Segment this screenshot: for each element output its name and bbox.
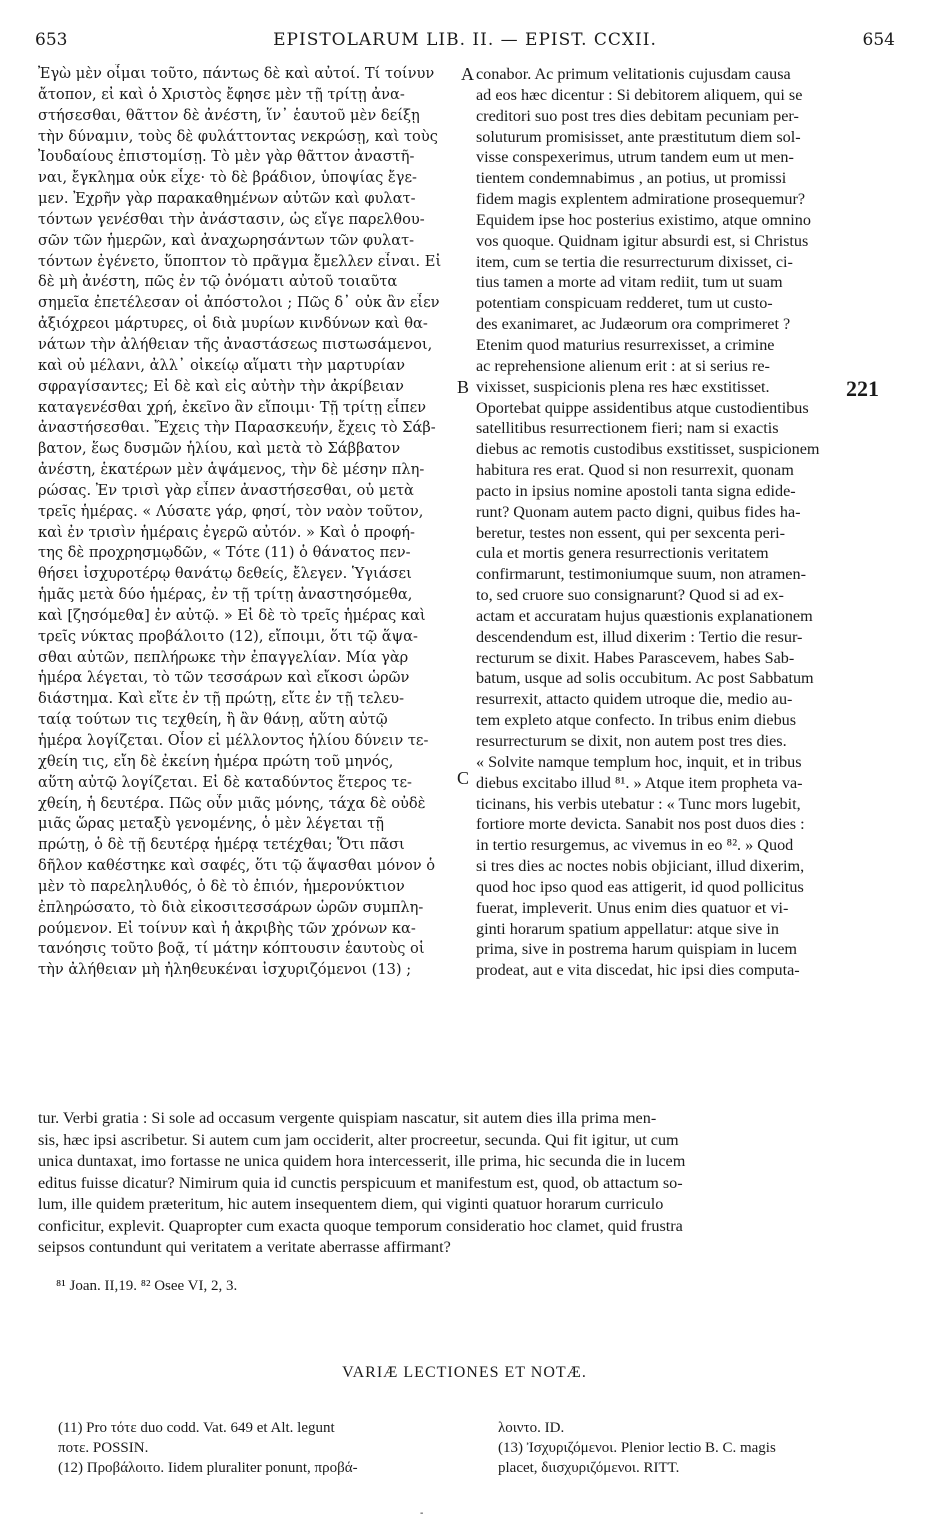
- greek-line: τὴν ἀλήθειαν μὴ ἠληθευκέναι ἰσχυριζόμενοι (13) ;: [38, 961, 412, 979]
- latin-line: vixisset, suspicionis plena res hæc exstitisset.: [476, 377, 770, 396]
- greek-line: ἐπληρώσατο, τὸ διὰ εἰκοσιτεσσάρων ὡρῶν συμπλη-: [38, 898, 424, 916]
- latin-line: vos quoque. Quidnam igitur absurdi est, si Christus: [476, 231, 809, 250]
- greek-line: τόντων γενέσθαι τὴν ἀνάστασιν, ὡς εἴγε παρελθου-: [38, 210, 425, 228]
- greek-line: καὶ ἐν τρισὶν ἡμέραις ἐγερῶ αὐτόν. » Καὶ ὁ προφή-: [38, 523, 415, 541]
- latin-line: prodeat, aut e vita discedat, hic ipsi dies computa-: [476, 961, 800, 980]
- latin-line: descendendum est, illud dixerim : Tertio die resur-: [476, 627, 803, 646]
- greek-line: μὲν τὸ παρεληλυθός, ὁ δὲ τὸ ἐπιόν, ἡμερονύκτιον: [38, 877, 405, 895]
- latin-line: tientem condemnabimus , an potius, ut promissi: [476, 169, 787, 188]
- text-line: conficitur, explevit. Quapropter cum exacta quoque temporum consideratio hoc clamet, quid frustra: [38, 1216, 683, 1235]
- latin-line: resurrexit, attacto quidem utroque die, medio au-: [476, 690, 793, 709]
- latin-line: visse conspexerimus, utrum tandem eum ut men-: [476, 148, 794, 167]
- text-line: tur. Verbi gratia : Si sole ad occasum vergente quispiam nascatur, sit autem dies illa prima men-: [38, 1109, 657, 1127]
- greek-line: σθαι αὐτῶν, πεπλήρωκε τὴν ἐπαγγελίαν. Μία γὰρ: [38, 648, 409, 666]
- latin-line: diebus ac remotis custodibus exstitisset, suspicionem: [476, 440, 820, 459]
- running-header: [35, 30, 895, 60]
- greek-line: τρεῖς ἡμέρας. « Λύσατε γάρ, φησί, τὸν ναὸν τοῦτον,: [38, 502, 424, 520]
- latin-line: diebus excitabo illud ⁸¹. » Atque item propheta va-: [476, 773, 803, 792]
- notes-heading: VARIÆ LECTIONES ET NOTÆ.: [342, 1364, 587, 1381]
- notes-left-column: [58, 1418, 458, 1478]
- latin-line: pacto in ipsius nomine apostoli tanta signa edide-: [476, 481, 796, 500]
- latin-line: fortiore morte devicta. Sanabit nos post duos dies :: [476, 815, 805, 834]
- note-line: (11) Pro τότε duo codd. Vat. 649 et Alt. legunt: [58, 1420, 335, 1436]
- latin-line: prima, sive in postrema harum quispiam in lucem: [476, 940, 797, 959]
- greek-line: σημεῖα ἐπετέλεσαν οἱ ἀπόστολοι ; Πῶς δ᾽ οὐκ ἂν εἶεν: [38, 294, 440, 312]
- page-number-left: 653: [35, 30, 68, 50]
- scripture-footnote: ⁸¹ Joan. II,19. ⁸² Osee VI, 2, 3.: [56, 1278, 238, 1294]
- latin-line: confirmarunt, testimoniumque suum, non atramen-: [476, 565, 806, 584]
- latin-line: « Solvite namque templum hoc, inquit, et in tribus: [476, 752, 802, 771]
- text-line: editus fuisse dicatur? Nimirum quia id cunctis perspicuum et manifestum est, quod, ob attactum so-: [38, 1173, 683, 1192]
- greek-line: της δὲ προχρησμῳδῶν, « Τότε (11) ὁ θάνατος πεν-: [38, 544, 411, 562]
- latin-line: creditori suo post tres dies debitam pecuniam per-: [476, 106, 799, 125]
- greek-line: καὶ οὐ μέλανι, ἀλλ᾽ οἰκείῳ αἵματι τὴν μαρτυρίαν: [38, 356, 405, 374]
- greek-line: ἡμέρα λέγεται, τὸ τῶν τεσσάρων καὶ εἴκοσι ὡρῶν: [38, 669, 410, 687]
- greek-line: δῆλον καθέστηκε καὶ σαφές, ὅτι τῷ ἅψασθαι μόνον ὁ: [38, 857, 436, 875]
- greek-line: ρώσας. Ἐν τρισὶ γὰρ εἶπεν ἀναστήσεσθαι, οὐ μετὰ: [38, 481, 414, 499]
- greek-line: τόντων ἐγένετο, ὕποπτον τὸ πρᾶγμα ἔμελλεν εἶναι. Εἰ: [38, 252, 442, 270]
- latin-line: soluturum promisisset, ante præstitutum diem sol-: [476, 127, 801, 146]
- text-line: unica duntaxat, imo fortasse ne unica quidem hora intercesserit, ille prima, hic secunda die in lucem: [38, 1152, 686, 1170]
- latin-line: ad eos hæc dicentur : Si debitorem aliquem, qui se: [476, 85, 803, 104]
- greek-line: αὕτη αὐτῷ λογίζεται. Εἰ δὲ καταδύντος ἕτερος τε-: [38, 773, 412, 791]
- latin-line: item, cum se tertia die resurrecturum dixisset, ci-: [476, 252, 793, 271]
- latin-line: ticinans, his verbis utebatur : « Tunc mors lugebit,: [476, 794, 801, 813]
- note-line: (12) Προβάλοιτο. Iidem pluraliter ponunt, προβά-: [58, 1460, 358, 1476]
- greek-line: διάστημα. Καὶ εἴτε ἐν τῇ πρώτῃ, εἴτε ἐν τῇ τελευ-: [38, 690, 404, 708]
- greek-line: θήσει ἰσχυροτέρῳ θανάτῳ δεθείς, ἔλεγεν. Ὑγιάσει: [38, 565, 412, 583]
- note-line: ποτε. POSSIN.: [58, 1440, 149, 1456]
- latin-line: cula et mortis genera resurrectionis veritatem: [476, 544, 769, 563]
- latin-line: des exanimaret, ac Judæorum ora comprimeret ?: [476, 315, 791, 334]
- greek-line: χθείη, ἡ δευτέρα. Πῶς οὖν μιᾶς μόνης, τάχα δὲ οὐδὲ: [38, 794, 426, 812]
- latin-line: Etenim quod maturius resurrexisset, a crimine: [476, 335, 775, 354]
- greek-line: μιᾶς ὥρας μεταξὺ γενομένης, ὁ μὲν λέγεται τῇ: [38, 815, 385, 833]
- greek-line: καὶ [ζησόμεθα] ἐν αὐτῷ. » Εἰ δὲ τὸ τρεῖς ἡμέρας καὶ: [38, 606, 426, 624]
- greek-line: τρεῖς νύκτας προβάλοιτο (12), εἴποιμι, ὅτι τῷ ἅψα-: [38, 627, 418, 645]
- greek-line: τανόησις τοῦτο βοᾷ, τί μάτην κόπτουσιν ἑαυτοὺς οἱ: [38, 940, 425, 958]
- latin-line: tius tamen a morte ad vitam rediit, tum ut suam: [476, 273, 783, 292]
- greek-line: ναι, ἔγκλημα οὐκ εἶχε· τὸ δὲ βράδιον, ὑποψίας ἔγε-: [38, 169, 417, 187]
- margin-marker-a: A: [461, 64, 474, 84]
- margin-marker-c: C: [457, 768, 470, 788]
- bottom-mark: -: [420, 1508, 424, 1519]
- greek-line: καταγενέσθαι χρή, ἐκεῖνο ἂν εἴποιμι· Τῇ τρίτῃ εἶπεν: [38, 398, 427, 416]
- latin-line: to, sed cruore suo consignarunt? Quod si ad ex-: [476, 586, 784, 605]
- latin-line: quod hoc ipso quod eas attigerit, id quod pollicitus: [476, 877, 804, 896]
- greek-line: στήσεσθαι, θᾶττον δὲ ἀνέστη, ἵν᾽ ἑαυτοῦ μὲν δείξῃ: [38, 106, 420, 124]
- greek-line: Ἐγὼ μὲν οἶμαι τοῦτο, πάντως δὲ καὶ αὐτοί. Τί τοίνυν: [38, 65, 435, 82]
- full-width-text: [38, 1108, 896, 1259]
- greek-line: δὲ μὴ ἀνέστη, πῶς ἐν τῷ ὀνόματι αὐτοῦ τοιαῦτα: [38, 273, 398, 291]
- text-line: seipsos contundunt qui veritatem a veritate aberrasse affirmant?: [38, 1238, 451, 1256]
- greek-line: ἀναστήσεσθαι. Ἔχεις τὴν Παρασκευήν, ἔχεις τὸ Σάβ-: [38, 419, 436, 437]
- greek-line: ἡμέρα λογίζεται. Οἷον εἰ μέλλοντος ἡλίου δύνειν τε-: [38, 732, 429, 749]
- greek-column: [38, 64, 462, 981]
- latin-line: ginti horarum spatium appellatur: atque sive in: [476, 919, 779, 938]
- greek-line: πρώτῃ, ὁ δὲ τῇ δευτέρᾳ ἡμέρᾳ τετέχθαι; Ὅτι πᾶσι: [38, 836, 405, 854]
- latin-line: si tres dies ac noctes nobis objiciant, illud dixerim,: [476, 857, 805, 876]
- latin-line: satellitibus resurrectionem fieri; nam si exactis: [476, 419, 779, 438]
- latin-line: resurrecturum se dixit, non autem post tres dies.: [476, 732, 787, 750]
- note-line: placet, διισχυριζόμενοι. RITT.: [498, 1460, 680, 1476]
- latin-line: conabor. Ac primum velitationis cujusdam causa: [476, 65, 791, 83]
- greek-line: Ἰουδαίους ἐπιστομίσῃ. Τὸ μὲν γὰρ θᾶττον ἀναστῆ-: [38, 148, 415, 166]
- latin-line: batum, usque ad solis occubitum. Ac post Sabbatum: [476, 669, 814, 688]
- latin-line: runt? Quonam autem pacto digni, quibus fides ha-: [476, 502, 801, 521]
- latin-column: [476, 64, 896, 981]
- greek-line: ρούμενον. Εἰ τοίνυν καὶ ἡ ἀκριβὴς τῶν χρόνων κα-: [38, 919, 416, 937]
- latin-line: fuerat, impleverit. Unus enim dies quatuor et vi-: [476, 898, 789, 917]
- greek-line: χθείη τις, εἴη δὲ ἐκείνη ἡμέρα πρώτη τοῦ μηνός,: [38, 752, 394, 770]
- latin-line: beretur, testes non essent, qui per sexcenta peri-: [476, 523, 786, 542]
- latin-line: fidem magis explentem admiratione prosequemur?: [476, 190, 806, 209]
- running-title: EPISTOLARUM LIB. II. — EPIST. CCXII.: [273, 30, 657, 50]
- latin-line: habitura res erat. Quod si non resurrexit, quonam: [476, 461, 794, 480]
- latin-line: Oportebat quippe assidentibus atque custodientibus: [476, 398, 809, 417]
- margin-marker-b: B: [457, 377, 470, 397]
- greek-line: ἀνέστη, ἑκατέρων μὲν ἁψάμενος, τὴν δὲ μέσην πλη-: [38, 461, 425, 479]
- greek-line: ἀξιόχρεοι μάρτυρες, οἱ διὰ μυρίων κινδύνων καὶ θα-: [38, 315, 428, 333]
- greek-line: σῶν τῶν ἡμερῶν, καὶ ἀναχωρησάντων τῶν φυλατ-: [38, 231, 415, 249]
- column-number: 221: [846, 376, 879, 401]
- latin-line: actam et accuratam hujus quæstionis explanationem: [476, 606, 813, 625]
- latin-line: Equidem ipse hoc posterius existimo, atque omnino: [476, 210, 811, 229]
- page-number-right: 654: [862, 30, 895, 50]
- note-line: (13) Ἰσχυριζόμενοι. Plenior lectio B. C. magis: [498, 1440, 776, 1456]
- note-line: λοιντο. ID.: [498, 1420, 565, 1436]
- text-line: sis, hæc ipsi ascribetur. Si autem cum jam occiderit, alter procreetur, secunda. Qui fit igitur, ut cum: [38, 1130, 679, 1149]
- latin-line: ac reprehensione alienum erit : at si serius re-: [476, 356, 770, 375]
- greek-line: βατον, ἕως δυσμῶν ἡλίου, καὶ μετὰ τὸ Σάββατον: [38, 440, 401, 458]
- greek-line: τὴν δύναμιν, τοὺς δὲ φυλάττοντας νεκρώσῃ, καὶ τοὺς: [38, 127, 438, 145]
- latin-line: in tertio resurgemus, ac vivemus in eo ⁸². » Quod: [476, 836, 794, 855]
- greek-line: νάτων τὴν ἀλήθειαν τῆς ἀναστάσεως πιστωσάμενοι,: [38, 335, 433, 353]
- latin-line: tem expleto atque confecto. In tribus enim diebus: [476, 711, 797, 730]
- greek-line: ἄτοπον, εἰ καὶ ὁ Χριστὸς ἔφησε μὲν τῇ τρίτῃ ἀνα-: [38, 85, 405, 103]
- latin-line: recturum se dixit. Habes Parascevem, habes Sab-: [476, 648, 795, 667]
- greek-line: ταίᾳ τούτων τις τεχθείη, ἢ ἂν θάνῃ, αὕτη αὐτῷ: [38, 711, 388, 729]
- greek-line: ἡμᾶς μετὰ δύο ἡμέρας, ἐν τῇ τρίτῃ ἀναστησόμεθα,: [38, 586, 413, 604]
- latin-line: potentiam conspicuam redderet, tum ut custo-: [476, 294, 773, 313]
- notes-right-column: [498, 1418, 898, 1478]
- text-line: lum, ille quidem præteritum, hic autem insequentem diem, qui viginti quatuor horarum curriculo: [38, 1195, 664, 1213]
- greek-line: μεν. Ἐχρῆν γὰρ παρακαθημένων αὐτῶν καὶ φυλατ-: [38, 190, 416, 208]
- greek-line: σφραγίσαντες; Εἰ δὲ καὶ εἰς αὐτὴν τὴν ἀκρίβειαν: [38, 377, 404, 395]
